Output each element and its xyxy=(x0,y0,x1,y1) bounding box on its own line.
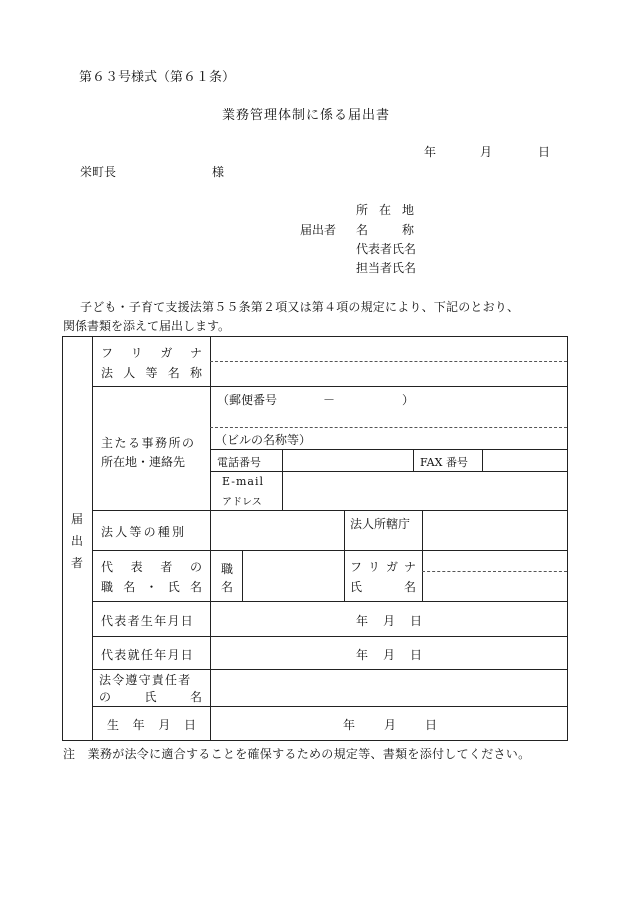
position-input[interactable] xyxy=(244,552,342,599)
document-title: 業務管理体制に係る届出書 xyxy=(222,108,391,123)
date-year-label: 年 xyxy=(424,145,437,159)
office-label-line-2: 所在地・連絡先 xyxy=(101,455,186,469)
representative-furigana-input[interactable] xyxy=(424,552,566,570)
postal-code-label: （郵便番号 xyxy=(217,393,278,407)
appointment-year: 年 xyxy=(356,648,369,662)
representative-name-label: 代表者氏名 xyxy=(356,242,417,256)
appointment-month: 月 xyxy=(383,648,396,662)
email-label-line-2: アドレス xyxy=(222,497,262,508)
birth-month: 月 xyxy=(384,718,397,732)
email-label-line-1: E-mail xyxy=(222,475,264,488)
form-number: 第６３号様式（第６１条） xyxy=(79,70,236,85)
addressee-suffix: 様 xyxy=(212,165,225,179)
compliance-officer-label-line-2: の 氏 名 xyxy=(99,690,202,704)
email-input[interactable] xyxy=(284,473,566,508)
intro-line-2: 関係書類を添えて届出します。 xyxy=(63,319,231,333)
compliance-officer-label-line-1: 法令遵守責任者 xyxy=(99,673,192,687)
fax-number-input[interactable] xyxy=(484,451,566,469)
jurisdiction-input[interactable] xyxy=(424,512,566,548)
office-label-line-1: 主たる事務所の xyxy=(101,436,196,450)
intro-line-1: 子ども・子育て支援法第５５条第２項又は第４項の規定により、下記のとおり、 xyxy=(80,300,520,314)
postal-code-dash: － xyxy=(323,393,336,407)
phone-number-input[interactable] xyxy=(284,451,411,469)
contact-person-label: 担当者氏名 xyxy=(356,261,417,275)
corporate-type-input[interactable] xyxy=(212,512,342,548)
appointment-day: 日 xyxy=(410,648,423,662)
date-month-label: 月 xyxy=(480,145,493,159)
applicant-label: 届出者 xyxy=(300,223,337,237)
corporate-name-label: 法 人 等 名 称 xyxy=(101,366,202,380)
appointment-date-label: 代表就任年月日 xyxy=(101,648,195,662)
corporate-name-input[interactable] xyxy=(212,363,566,385)
footnote: 注 業務が法令に適合することを確保するための規定等、書類を添付してください。 xyxy=(63,747,531,761)
corporate-type-label: 法人等の種別 xyxy=(101,525,187,539)
rep-birth-year: 年 xyxy=(356,614,369,628)
address-input[interactable] xyxy=(212,405,566,425)
date-day-label: 日 xyxy=(538,145,551,159)
representative-birth-label: 代表者生年月日 xyxy=(101,614,195,628)
birth-year: 年 xyxy=(343,718,356,732)
representative-name-label: 氏 名 xyxy=(350,580,416,594)
addressee: 栄町長 xyxy=(80,165,117,179)
representative-label-line-1: 代 表 者 の xyxy=(101,560,202,574)
table-side-label: 届 出 者 xyxy=(70,512,83,570)
rep-birth-day: 日 xyxy=(410,614,423,628)
birth-date-label: 生 年 月 日 xyxy=(107,718,196,732)
birth-day: 日 xyxy=(425,718,438,732)
applicant-name-label: 名 称 xyxy=(356,223,414,237)
phone-number-label: 電話番号 xyxy=(217,456,261,469)
furigana-label: フ リ ガ ナ xyxy=(101,346,202,360)
building-name-label: （ビルの名称等） xyxy=(215,433,312,447)
postal-code-close: ） xyxy=(402,393,415,407)
compliance-officer-input[interactable] xyxy=(212,671,566,704)
rep-birth-month: 月 xyxy=(383,614,396,628)
fax-number-label: FAX 番号 xyxy=(420,456,468,469)
applicant-address-label: 所 在 地 xyxy=(356,203,414,217)
representative-label-line-2: 職 名 ・ 氏 名 xyxy=(101,580,202,594)
jurisdiction-label: 法人所轄庁 xyxy=(350,517,411,531)
representative-name-input[interactable] xyxy=(424,574,566,599)
furigana-input[interactable] xyxy=(212,338,566,360)
representative-furigana-label: フ リ ガ ナ xyxy=(350,560,416,574)
position-label: 職 名 xyxy=(221,562,234,594)
